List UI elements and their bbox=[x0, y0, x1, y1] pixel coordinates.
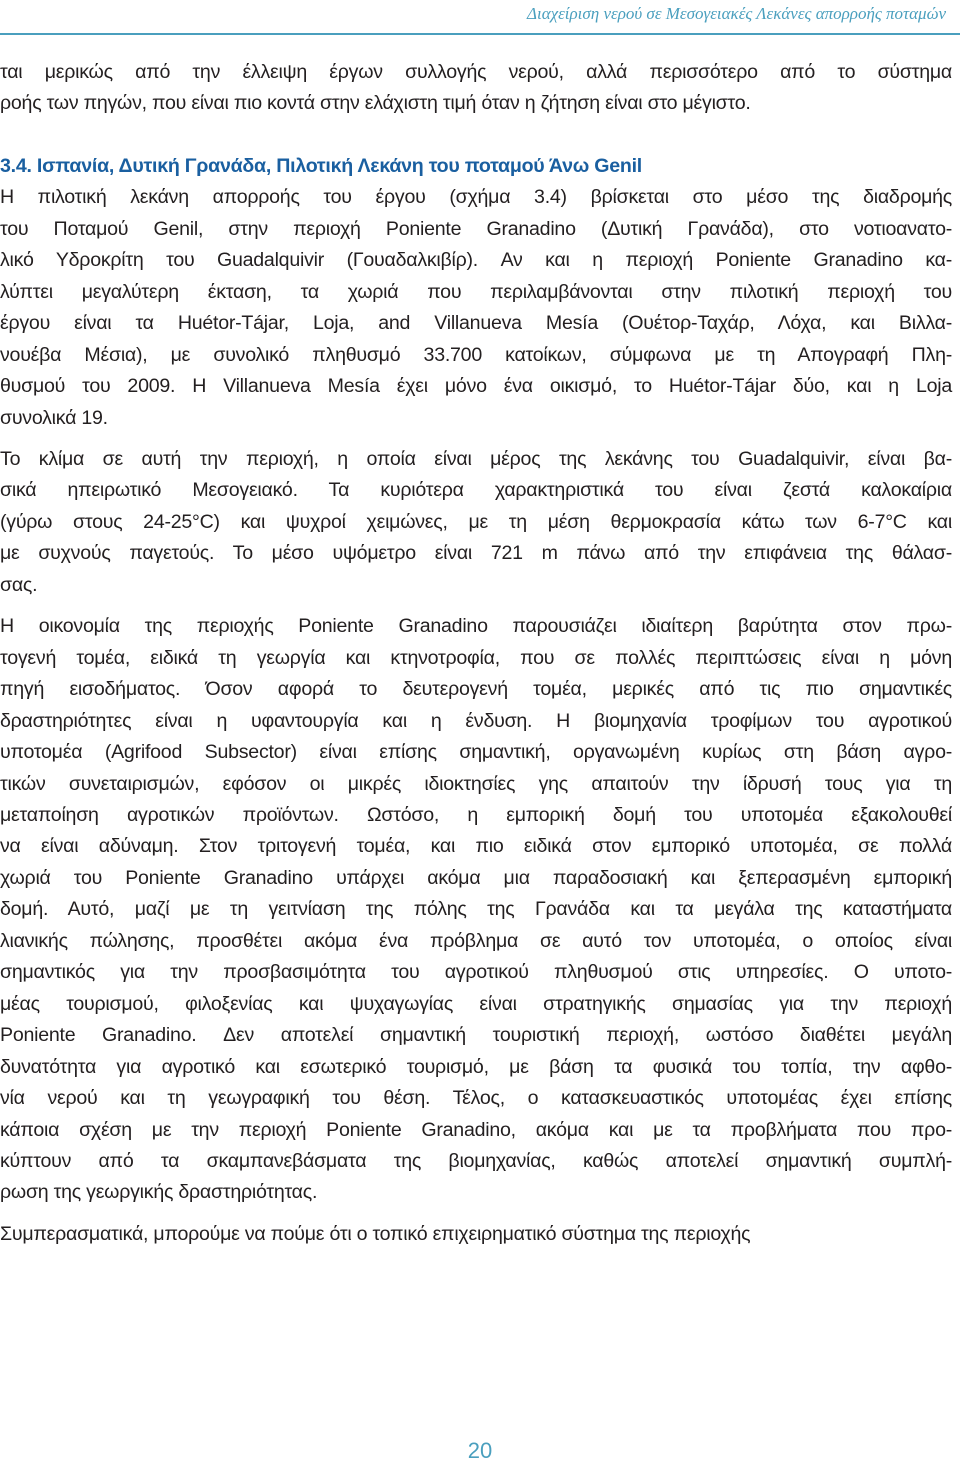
text-line: Το κλίμα σε αυτή την περιοχή, η οποία είναι μέρος της λεκάνης του Guadalquivir, είναι βα- bbox=[0, 447, 952, 470]
text-line: του Ποταμού Genil, στην περιοχή Poniente Granadino (Δυτική Γρανάδα), στο νοτιοανατο- bbox=[0, 217, 952, 240]
text-line: Η πιλοτική λεκάνη απορροής του έργου (σχήμα 3.4) βρίσκεται στο μέσο της διαδρομής bbox=[0, 186, 952, 209]
text-line: υποτομέα (Agrifood Subsector) είναι επίσης σημαντική, οργανωμένη κυρίως στη βάση αγρο- bbox=[0, 741, 952, 764]
section-paragraphs bbox=[0, 182, 952, 1250]
text-line: πηγή εισοδήματος. Όσον αφορά το δευτερογενή τομέα, μερικές από τις πιο σημαντικές bbox=[0, 678, 952, 701]
text-line: λύπτει μεγαλύτερη έκταση, τα χωριά που περιλαμβάνονται στην πιλοτική περιοχή του bbox=[0, 280, 952, 303]
page-number: 20 bbox=[467, 1438, 493, 1463]
text-line: (γύρω στους 24-25°C) και ψυχροί χειμώνες, με τη μέση θερμοκρασία κάτω των 6-7°C και bbox=[0, 510, 952, 533]
text-line: σικά ηπειρωτικό Μεσογειακό. Τα κυριότερα χαρακτηριστικά του είναι ζεστά καλοκαίρια bbox=[0, 479, 952, 502]
text-line: τογενή τομέα, ειδικά τη γεωργία και κτηνοτροφία, που σε πολλές περιπτώσεις είναι η μόνη bbox=[0, 646, 952, 669]
text-line: με συχνούς παγετούς. Το μέσο υψόμετρο είναι 721 m πάνω από την επιφάνεια της θάλασ- bbox=[0, 542, 952, 565]
text-line: ρωση της γεωργικής δραστηριότητας. bbox=[0, 1181, 318, 1204]
header-rule bbox=[0, 33, 960, 35]
text-line: ται μερικώς από την έλλειψη έργων συλλογής νερού, αλλά περισσότερο από το σύστημα bbox=[0, 61, 952, 83]
body-paragraph bbox=[0, 611, 952, 1209]
text-line: σας. bbox=[0, 573, 38, 596]
section-heading-text: 3.4. Ισπανία, Δυτική Γρανάδα, Πιλοτική Λεκάνη του ποταμού Άνω Genil bbox=[0, 154, 642, 177]
text-line: τικών συνεταιρισμών, εφόσον οι μικρές ιδιοκτησίες γης απαιτούν την ίδρυσή τους για τη bbox=[0, 772, 952, 795]
text-line: μεταποίηση αγροτικών προϊόντων. Ωστόσο, η εμπορική δομή του υποτομέα εξακολουθεί bbox=[0, 803, 952, 826]
section-heading bbox=[0, 151, 952, 182]
text-line: Η οικονομία της περιοχής Poniente Granadino παρουσιάζει ιδιαίτερη βαρύτητα στον πρω- bbox=[0, 615, 952, 638]
text-line: χωριά του Poniente Granadino υπάρχει ακόμα μια παραδοσιακή και ξεπερασμένη εμπορική bbox=[0, 866, 952, 889]
text-line: μέας τουρισμού, φιλοξενίας και ψυχαγωγίας είναι στρατηγικής σημασίας για την περιοχή bbox=[0, 992, 952, 1015]
text-line: συνολικά 19. bbox=[0, 406, 108, 429]
text-line: λιανικής πώλησης, προσθέτει ακόμα ένα πρόβλημα σε αυτό τον υποτομέα, ο οποίος είναι bbox=[0, 929, 952, 952]
text-line: σημαντικός για την προσβασιμότητα του αγροτικού πληθυσμού στις υπηρεσίες. Ο υποτο- bbox=[0, 961, 952, 984]
intro-paragraph bbox=[0, 57, 952, 120]
text-line: νία νερού και τη γεωγραφική του θέση. Τέλος, ο κατασκευαστικός υποτομέας έχει επίσης bbox=[0, 1087, 952, 1110]
body-paragraph bbox=[0, 1219, 952, 1250]
text-line: δραστηριότητες είναι η υφαντουργία και η ένδυση. Η βιομηχανία τροφίμων του αγροτικού bbox=[0, 709, 952, 732]
text-line: ροής των πηγών, που είναι πιο κοντά στην ελάχιστη τιμή όταν η ζήτηση είναι στο μέγιστο. bbox=[0, 92, 751, 115]
text-line: έργου είναι τα Huétor-Tájar, Loja, and Villanueva Mesía (Ουέτορ-Ταχάρ, Λόχα, και Βιλλα- bbox=[0, 312, 952, 335]
body-paragraph bbox=[0, 444, 952, 601]
text-line: νουέβα Μέσια), με συνολικό πληθυσμό 33.700 κατοίκων, σύμφωνα με τη Απογραφή Πλη- bbox=[0, 343, 952, 366]
text-line: δυνατότητα για αγροτικό και εσωτερικό τουρισμό, με βάση τα φυσικά του τοπία, την αφθο- bbox=[0, 1055, 952, 1078]
text-line: θυσμού του 2009. Η Villanueva Mesía έχει μόνο ένα οικισμό, το Huétor-Tájar δύο, και η Loja bbox=[0, 375, 952, 398]
text-line: κύπτουν από τα σκαμπανεβάσματα της βιομηχανίας, καθώς αποτελεί σημαντική συμπλή- bbox=[0, 1149, 952, 1172]
running-header-title: Διαχείριση νερού σε Μεσογειακές Λεκάνες απορροής ποταμών bbox=[527, 4, 946, 23]
body-paragraph bbox=[0, 182, 952, 434]
text-line: κάποια σχέση με την περιοχή Poniente Granadino, ακόμα και με τα προβλήματα που προ- bbox=[0, 1118, 952, 1141]
text-line: Poniente Granadino. Δεν αποτελεί σημαντική τουριστική περιοχή, ωστόσο διαθέτει μεγάλη bbox=[0, 1024, 952, 1047]
text-line: Συμπερασματικά, μπορούμε να πούμε ότι ο τοπικό επιχειρηματικό σύστημα της περιοχής bbox=[0, 1222, 751, 1245]
text-line: λικό Υδροκρίτη του Guadalquivir (Γουαδαλκιβίρ). Αν και η περιοχή Poniente Granadino κα- bbox=[0, 249, 952, 272]
text-line: να είναι αδύναμη. Στον τριτογενή τομέα, και πιο ειδικά στον εμπορικό υποτομέα, σε πολλά bbox=[0, 835, 952, 858]
page-body bbox=[0, 57, 952, 1250]
text-line: δομή. Αυτό, μαζί με τη γειτνίαση της πόλης της Γρανάδα και τα μεγάλα της καταστήματα bbox=[0, 898, 952, 921]
